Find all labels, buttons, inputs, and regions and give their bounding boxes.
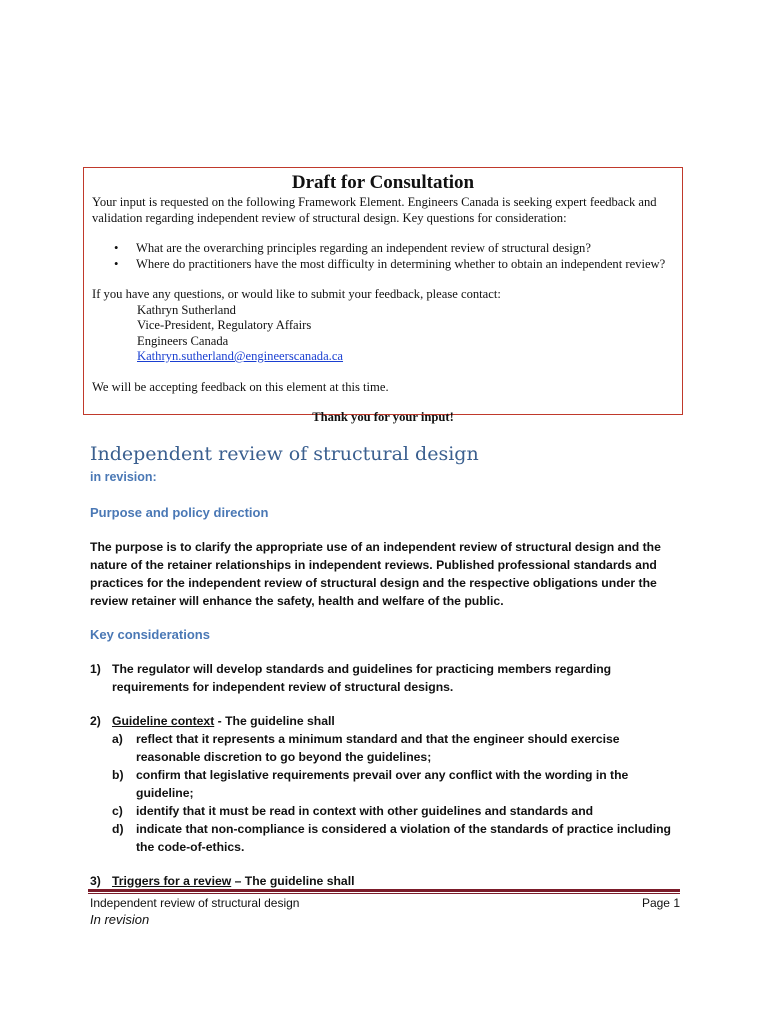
contact-block [137,303,674,365]
sub-item-text: identify that it must be read in context with other guidelines and standards and [136,804,594,818]
list-marker: 1) [90,662,101,676]
sub-item-text: indicate that non-compliance is considered a violation of the standards of practice including the code-of-ethics. [136,822,671,854]
sub-marker: d) [112,822,124,836]
contact-name: Kathryn Sutherland [137,302,236,317]
sub-marker: a) [112,732,123,746]
footer-rule [88,889,680,892]
list-item-text: – The guideline shall [231,874,355,888]
feedback-note: We will be accepting feedback on this element at this time. [92,379,389,394]
list-item [90,872,680,890]
contact-role: Vice-President, Regulatory Affairs [137,318,312,332]
guideline-sub-list [112,730,680,856]
contact-lead: If you have any questions, or would like to submit your feedback, please contact: [92,287,501,301]
footer-rule-thin [88,893,680,894]
triggers-label: Triggers for a review [112,874,232,888]
consultation-box [83,167,683,424]
list-marker: 2) [90,714,101,728]
sub-list-item [112,730,680,766]
list-item [90,660,680,696]
document-subtitle: in revision: [90,470,157,484]
consultation-title: Draft for Consultation [291,172,475,193]
footer-left [90,896,299,928]
purpose-paragraph: The purpose is to clarify the appropriate use of an independent review of structural design and the nature of the retainer relationships in independent reviews. Published professional standards and practices for the independent review of structural design and the respective obligations under the review retainer will enhance the safety, health and welfare of the public. [90,540,661,608]
purpose-heading: Purpose and policy direction [90,505,269,520]
contact-email-link[interactable]: Kathryn.sutherland@engineerscanada.ca [137,349,344,363]
key-considerations-heading: Key considerations [90,627,210,642]
question-item: • Where do practitioners have the most difficulty in determining whether to obtain an independent review? [92,257,674,273]
list-item-text: The regulator will develop standards and guidelines for practicing members regarding requirements for independent review of structural designs. [112,662,612,694]
question-list [92,241,674,272]
thanks-text: Thank you for your input! [312,410,454,424]
sub-item-text: reflect that it represents a minimum standard and that the engineer should exercise reasonable discretion to go beyond the guidelines; [136,732,620,764]
footer-subtitle: In revision [90,912,150,927]
document-title: Independent review of structural design [90,443,479,465]
sub-list-item [112,766,680,802]
list-item-text: - The guideline shall [214,714,335,728]
sub-list-item [112,802,680,820]
consultation-intro: Your input is requested on the following Framework Element. Engineers Canada is seeking expert feedback and validation regarding independent review of structural design. Key questions for consideration: [92,195,657,225]
contact-org: Engineers Canada [137,333,229,348]
page-number: Page 1 [641,896,680,910]
list-item [90,712,680,856]
considerations-list [90,660,680,890]
sub-list-item [112,820,680,856]
question-item: • What are the overarching principles regarding an independent review of structural design? [92,241,674,257]
sub-marker: c) [112,804,123,818]
sub-marker: b) [112,768,124,782]
document-body [90,440,680,906]
footer-title: Independent review of structural design [90,896,300,910]
list-marker: 3) [90,874,101,888]
sub-item-text: confirm that legislative requirements prevail over any conflict with the wording in the guideline; [136,768,629,800]
guideline-context-label: Guideline context [112,714,215,728]
